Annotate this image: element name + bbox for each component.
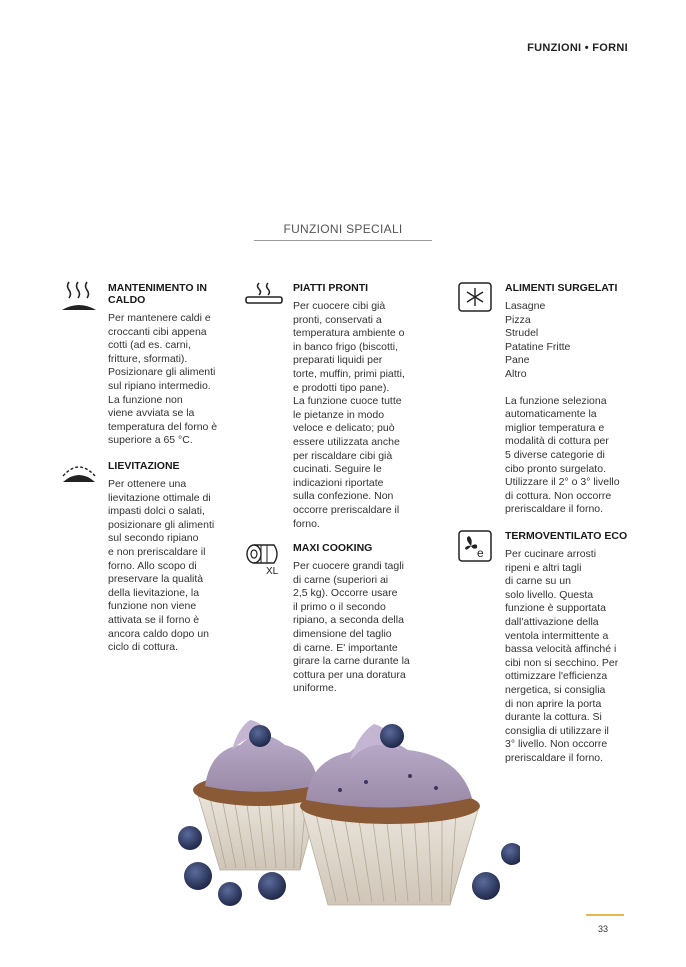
list-item: Lasagne: [505, 300, 546, 312]
keep-warm-block: [108, 282, 228, 448]
ready-meal-block: [293, 282, 418, 531]
proofing-text: Per ottenere una lievitazione ottimale di impasti dolci o salati, posizionare gli alimenti sul secondo ripiano e non preriscaldare il forno. Allo scopo di preservare la qualità della lievitazione, la funzione non viene attivata se il forno è ancora caldo dopo un ciclo di cottura.: [108, 478, 215, 654]
eco-fan-icon: [458, 530, 492, 562]
list-item: Pane: [505, 354, 530, 367]
eco-fan-block: [505, 530, 630, 766]
keep-warm-icon: [60, 280, 98, 314]
ready-meal-icon: [244, 281, 284, 307]
frozen-food-icon: [458, 282, 492, 312]
ready-meal-title: PIATTI PRONTI: [293, 282, 369, 294]
keep-warm-title: MANTENIMENTO IN CALDO: [108, 282, 207, 306]
maxi-cooking-block: [293, 542, 418, 696]
ready-meal-text: Per cuocere cibi già pronti, conservati a temperatura ambiente o in banco frigo (biscotti, preparati liquidi per torte, muffin, primi piatti, e prodotti tipo pane). La funzione cuoce tutte le pietanze in modo veloce e delicato; può essere utilizzata anche per riscaldare cibi già cucinati. Seguire le indicazioni riportate sulla confezione. Non occorre preriscaldare il forno.: [293, 300, 405, 530]
section-title: FUNZIONI SPECIALI: [254, 222, 432, 241]
maxi-cooking-title: MAXI COOKING: [293, 542, 373, 554]
frozen-food-title: ALIMENTI SURGELATI: [505, 282, 618, 294]
keep-warm-text: Per mantenere caldi e croccanti cibi appena cotti (ad es. carni, fritture, sformati). Posizionare gli alimenti sul ripiano intermedio. La funzione non viene avviata se la temperatura del forno è superiore a 65 °C.: [108, 312, 218, 447]
eco-fan-text: Per cucinare arrosti ripeni e altri tagli di carne su un solo livello. Questa funzione è supportata dall'attivazione della ventola intermittente a bassa velocità affinché i cibi non si secchino. Per ottimizzare l'efficienza nergetica, si consiglia di non aprire la porta durante la cottura. Si consiglia di utilizzare il 3° livello. Non occorre preriscaldare il forno.: [505, 548, 619, 764]
proofing-icon: [60, 460, 98, 486]
frozen-food-text: La funzione seleziona automaticamente la miglior temperatura e modalità di cottura per 5 diverse categorie di cibo pronto surgelato. Utilizzare il 2° o 3° livello di cottura. Non occorre preriscaldare il forno.: [505, 394, 620, 516]
cupcakes-photo: [160, 690, 520, 940]
maxi-cooking-icon-label: XL: [266, 566, 279, 576]
page-number: 33: [598, 924, 609, 934]
frozen-food-list: [505, 300, 630, 382]
list-item: Altro: [505, 367, 527, 380]
proofing-block: [108, 460, 228, 655]
running-header: FUNZIONI • FORNI: [527, 42, 628, 54]
eco-fan-title: TERMOVENTILATO ECO: [505, 530, 628, 542]
frozen-food-block: [505, 282, 630, 517]
proofing-title: LIEVITAZIONE: [108, 460, 180, 472]
maxi-cooking-text: Per cuocere grandi tagli di carne (superiori ai 2,5 kg). Occorre usare il primo o il secondo ripiano, a seconda della dimensione del taglio di carne. E' importante girare la carne durante la cottura per una doratura uniforme.: [293, 560, 410, 695]
list-item: Patatine Fritte: [505, 340, 571, 353]
list-item: Pizza: [505, 313, 531, 326]
list-item: Strudel: [505, 327, 539, 340]
maxi-cooking-icon: [244, 540, 288, 576]
page-number-rule: [586, 914, 624, 916]
svg-text:e: e: [477, 546, 484, 560]
